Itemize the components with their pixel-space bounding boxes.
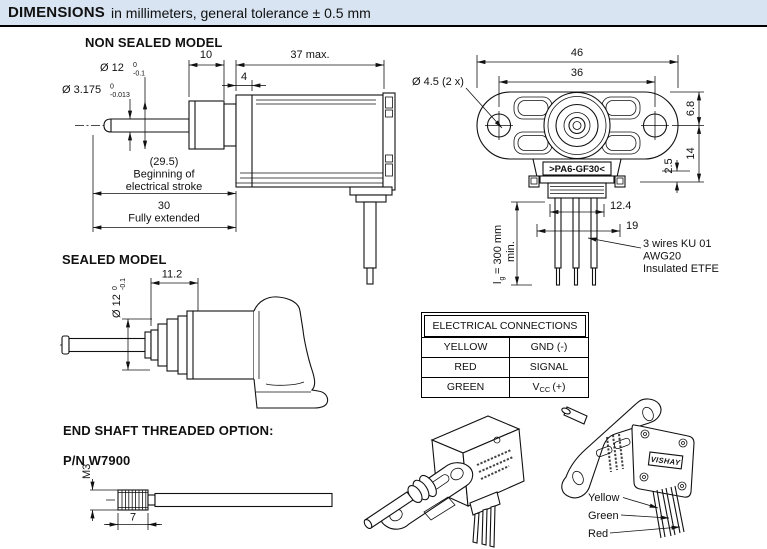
seal-bellows <box>167 319 178 371</box>
end-shaft-title-line2: P/N W7900 <box>63 453 131 468</box>
material-marking: >PA6-GF30< <box>549 164 605 175</box>
lead-min: min. <box>505 241 517 262</box>
vcc-symbol: V <box>532 381 540 393</box>
lead-value: = 300 mm <box>492 224 504 274</box>
dim-10-label: 10 <box>199 49 213 61</box>
sealed-dia12-label <box>111 278 127 318</box>
dim-37-max-label: 37 max. <box>290 49 330 61</box>
table-row-yellow <box>422 337 588 357</box>
wire-label-yellow: Yellow <box>588 492 620 504</box>
cable-exit <box>350 187 392 195</box>
dim-124-label: 12.4 <box>610 200 632 212</box>
non-sealed-model-drawing <box>75 93 395 284</box>
lead-subscript: g <box>499 276 506 281</box>
dia-12-tol-upper: 0 <box>133 62 137 69</box>
header-subtitle: in millimeters, general tolerance ± 0.5 mm <box>111 4 371 21</box>
threaded-end <box>118 490 148 510</box>
iso-wire <box>473 513 479 543</box>
iso-wire <box>482 509 487 545</box>
wire-left <box>555 198 561 268</box>
dia-12-tol-lower: -0.1 <box>133 70 146 78</box>
sealed-flange <box>254 297 328 408</box>
wire-right <box>591 198 597 268</box>
table-row-green <box>422 377 588 397</box>
wire-function-cell: GND (-) <box>530 341 568 353</box>
thread-m3-label: M3 <box>81 463 93 479</box>
dim-36-label: 36 <box>570 67 584 79</box>
brand-logo: VISHAY <box>650 454 681 468</box>
vcc-suffix: (+) <box>552 381 566 393</box>
dim-46-label: 46 <box>570 47 584 59</box>
mounting-holes-label: Ø 4.5 (2 x) <box>412 76 464 88</box>
wire-function-cell <box>510 378 588 397</box>
lead-length-label <box>492 225 517 284</box>
iso-front-drawing <box>363 416 524 547</box>
extended-note: Fully extended <box>128 212 200 225</box>
dim-7-label: 7 <box>129 511 137 524</box>
dia-3175-label: Ø 3.175 <box>62 84 102 96</box>
lead-symbol: l <box>492 281 504 284</box>
dim-30-label: 30 <box>157 200 171 212</box>
table-row-red <box>422 357 588 377</box>
stroke-note-line1: Beginning of <box>133 168 195 181</box>
end-shaft-drawing <box>106 490 332 510</box>
dim-68-label: 6.8 <box>685 100 697 117</box>
wire-function-cell: SIGNAL <box>529 361 569 373</box>
header-title: DIMENSIONS <box>8 4 106 21</box>
shaft-rod <box>155 494 332 507</box>
sealed-dia12-tol-upper: 0 <box>112 286 119 290</box>
dim-14-label: 14 <box>685 147 697 160</box>
dim-4-label: 4 <box>240 71 248 83</box>
wire-note-line1: 3 wires KU 01 <box>643 238 712 250</box>
stroke-note-line2: electrical stroke <box>125 181 203 193</box>
end-shaft-title-line1: END SHAFT THREADED OPTION: <box>63 423 274 438</box>
sealed-dia12-text: Ø 12 <box>111 294 123 318</box>
dia-3175-tol-upper: 0 <box>110 83 114 91</box>
wire-color-cell: YELLOW <box>422 338 510 357</box>
cable <box>364 202 376 268</box>
vcc-subscript: CC <box>539 385 551 394</box>
wire-note-line3: Insulated ETFE <box>643 263 719 275</box>
wire-note-line2: AWG20 <box>643 250 682 263</box>
non-sealed-section-label: NON SEALED MODEL <box>85 35 223 50</box>
wire-label-red: Red <box>588 528 609 540</box>
wire-middle <box>573 198 579 268</box>
wire-color-cell: RED <box>422 358 510 377</box>
dia-12-label: Ø 12 <box>100 62 124 74</box>
dim-295-label: (29.5) <box>149 156 179 168</box>
dim-112-label: 11.2 <box>161 268 183 281</box>
shaft-boss <box>544 93 610 159</box>
dim-25-label: 2.5 <box>663 158 675 174</box>
sealed-section-label: SEALED MODEL <box>62 252 167 267</box>
dim-19-label: 19 <box>626 220 639 232</box>
sealed-model-drawing <box>60 297 328 408</box>
dia-3175-tol-lower: -0.013 <box>110 92 130 99</box>
iso-wire <box>490 506 495 547</box>
wire-label-green: Green <box>588 510 619 522</box>
electrical-connections-table <box>421 312 589 398</box>
wire-color-cell: GREEN <box>422 378 510 397</box>
sealed-dia12-tol-lower: -0.1 <box>120 277 127 290</box>
electrical-connections-title: ELECTRICAL CONNECTIONS <box>424 315 586 337</box>
iso-rear-drawing <box>561 399 694 540</box>
